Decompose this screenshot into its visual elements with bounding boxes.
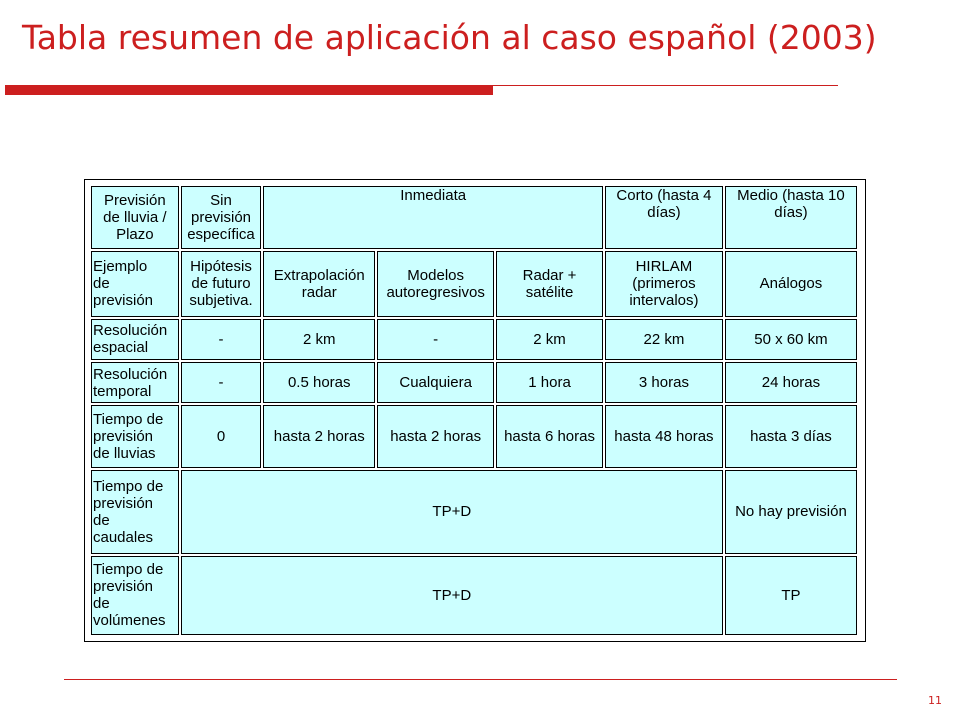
title-underline-thick	[5, 85, 493, 95]
header-medio-cell: Medio (hasta 10 días)	[725, 186, 857, 249]
table-cell: Análogos	[725, 251, 857, 317]
table-cell: -	[181, 319, 262, 360]
table-cell: HIRLAM (primeros intervalos)	[605, 251, 723, 317]
table-cell: hasta 3 días	[725, 405, 857, 468]
table-cell: 22 km	[605, 319, 723, 360]
table-cell: No hay previsión	[725, 470, 857, 553]
title-underline-thin	[493, 85, 838, 86]
table-row	[91, 556, 857, 635]
row-label-tiempo-caudales: Tiempo de previsión de caudales	[91, 470, 179, 553]
table-cell: 1 hora	[496, 362, 603, 403]
table-header-row	[91, 186, 857, 249]
footer-divider	[64, 679, 897, 680]
table-cell-span: TP+D	[181, 556, 723, 635]
table-cell: hasta 2 horas	[263, 405, 375, 468]
table-cell: Modelos autoregresivos	[377, 251, 494, 317]
table-cell: 3 horas	[605, 362, 723, 403]
table-cell: 24 horas	[725, 362, 857, 403]
table-cell: hasta 48 horas	[605, 405, 723, 468]
summary-table	[89, 184, 859, 637]
table-cell: 50 x 60 km	[725, 319, 857, 360]
table-row	[91, 251, 857, 317]
row-label-resolucion-espacial: Resolución espacial	[91, 319, 179, 360]
table-cell: -	[181, 362, 262, 403]
table-row	[91, 405, 857, 468]
table-cell: 2 km	[496, 319, 603, 360]
table-cell: hasta 6 horas	[496, 405, 603, 468]
table-cell: Extrapolación radar	[263, 251, 375, 317]
table-cell-span: TP+D	[181, 470, 723, 553]
row-label-ejemplo: Ejemplo de previsión	[91, 251, 179, 317]
table-cell: Cualquiera	[377, 362, 494, 403]
page-number: 11	[928, 694, 942, 707]
table-row	[91, 362, 857, 403]
slide-title: Tabla resumen de aplicación al caso español (2003)	[22, 18, 877, 57]
row-label-tiempo-volumenes: Tiempo de previsión de volúmenes	[91, 556, 179, 635]
table-cell: 0	[181, 405, 262, 468]
table-row	[91, 319, 857, 360]
table-cell: Radar + satélite	[496, 251, 603, 317]
table-row	[91, 470, 857, 553]
table-cell: hasta 2 horas	[377, 405, 494, 468]
row-label-tiempo-lluvias: Tiempo de previsión de lluvias	[91, 405, 179, 468]
table-cell: Hipótesis de futuro subjetiva.	[181, 251, 262, 317]
table-cell: 0.5 horas	[263, 362, 375, 403]
header-corto-cell: Corto (hasta 4 días)	[605, 186, 723, 249]
row-label-resolucion-temporal: Resolución temporal	[91, 362, 179, 403]
header-inmediata-cell: Inmediata	[263, 186, 603, 249]
table-cell: -	[377, 319, 494, 360]
header-corner-cell: Previsión de lluvia / Plazo	[91, 186, 179, 249]
header-sin-prevision-cell: Sin previsión específica	[181, 186, 262, 249]
table-cell: TP	[725, 556, 857, 635]
table-cell: 2 km	[263, 319, 375, 360]
